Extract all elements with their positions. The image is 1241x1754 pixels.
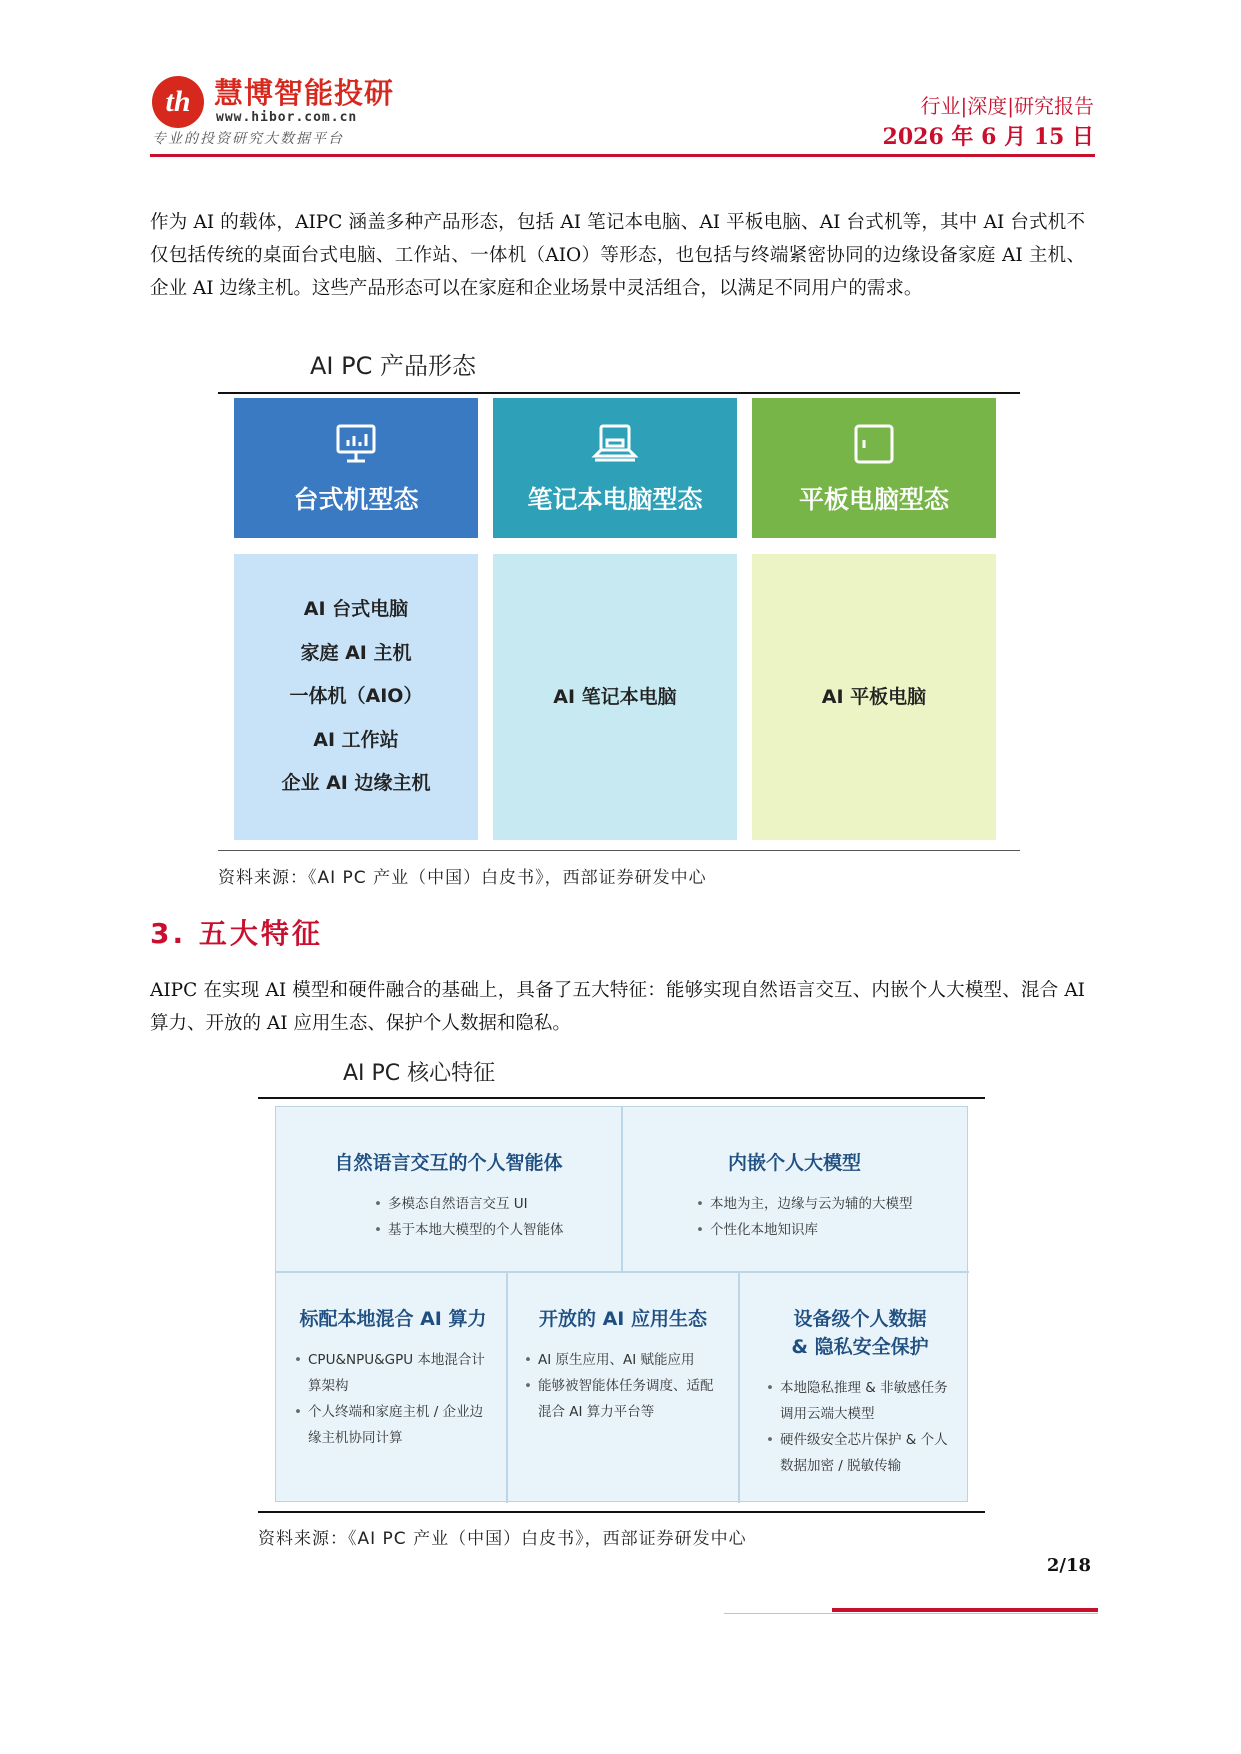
figure1-heading-label: 平板电脑型态 [798, 485, 949, 514]
figure1-source: 资料来源：《AI PC 产业（中国）白皮书》，西部证券研发中心 [218, 868, 707, 888]
feature-cell [762, 1305, 958, 1479]
footer-rule [724, 1613, 1098, 1614]
list-item: AI 工作站 [313, 728, 399, 751]
report-type: 行业|深度|研究报告 [920, 94, 1094, 118]
figure1-heading-label: 台式机型态 [293, 485, 419, 514]
feature-cell [632, 1149, 957, 1243]
figure1-body-laptop [493, 554, 737, 840]
logo-icon: th [152, 76, 204, 128]
figure1-body-desktop [234, 554, 478, 840]
page-number: 2/18 [1046, 1555, 1091, 1576]
list-item: • 基于本地大模型的个人智能体 [370, 1217, 611, 1243]
header-divider [150, 154, 1095, 157]
list-item: • 个人终端和家庭主机 / 企业边缘主机协同计算 [290, 1399, 496, 1451]
figure1-title: AI PC 产品形态 [310, 352, 476, 380]
figure1-body-tablet [752, 554, 996, 840]
report-date: 2026 年 6 月 15 日 [882, 124, 1094, 150]
grid-divider [276, 1271, 969, 1273]
intro-paragraph: 作为 AI 的载体，AIPC 涵盖多种产品形态，包括 AI 笔记本电脑、AI 平板电脑、AI 台式机等，其中 AI 台式机不仅包括传统的桌面台式电脑、工作站、一体机（AIO）等形态，也包括与终端紧密协同的边缘设备家庭 AI 主机、企业 AI 边缘主机。这些产品形态可以在家庭和企业场景中灵活组合，以满足不同用户的需求。 [150, 212, 1085, 299]
logo-url: www.hibor.com.cn [216, 110, 358, 125]
monitor-chart-icon [234, 422, 478, 466]
laptop-icon [493, 422, 737, 466]
feature-title: 标配本地混合 AI 算力 [299, 1308, 487, 1330]
logo-name: 慧博智能投研 [214, 76, 395, 110]
figure1-heading-desktop [234, 398, 478, 538]
list-item: AI 平板电脑 [821, 686, 927, 708]
figure1-heading-tablet [752, 398, 996, 538]
grid-divider [506, 1271, 508, 1503]
figure2-top-rule [258, 1097, 985, 1099]
list-item: • AI 原生应用、AI 赋能应用 [520, 1347, 726, 1373]
features-paragraph: AIPC 在实现 AI 模型和硬件融合的基础上，具备了五大特征：能够实现自然语言交互、内嵌个人大模型、混合 AI 算力、开放的 AI 应用生态、保护个人数据和隐私。 [150, 980, 1085, 1034]
figure1-bottom-rule [218, 850, 1020, 851]
figure2-grid [275, 1106, 968, 1502]
grid-divider [738, 1271, 740, 1503]
feature-title: 内嵌个人大模型 [727, 1152, 861, 1174]
feature-cell [286, 1149, 611, 1243]
figure2-bottom-rule [258, 1511, 985, 1513]
feature-title: 设备级个人数据 & 隐私安全保护 [791, 1308, 929, 1358]
section-heading: 3. 五大特征 [150, 917, 323, 950]
feature-title: 自然语言交互的个人智能体 [334, 1152, 563, 1174]
list-item: • 本地隐私推理 & 非敏感任务调用云端大模型 [762, 1375, 958, 1427]
figure1-top-rule [218, 392, 1020, 394]
list-item: AI 台式电脑 [303, 598, 409, 621]
figure2-title: AI PC 核心特征 [343, 1061, 496, 1086]
list-item: 家庭 AI 主机 [300, 641, 412, 664]
figure2-source: 资料来源：《AI PC 产业（中国）白皮书》，西部证券研发中心 [258, 1529, 747, 1549]
list-item: • CPU&NPU&GPU 本地混合计算架构 [290, 1347, 496, 1399]
list-item: • 多模态自然语言交互 UI [370, 1191, 611, 1217]
feature-title: 开放的 AI 应用生态 [538, 1308, 707, 1330]
feature-cell [520, 1305, 726, 1425]
logo-slogan: 专业的投资研究大数据平台 [152, 131, 344, 147]
figure1-heading-laptop [493, 398, 737, 538]
list-item: 一体机（AIO） [289, 685, 423, 708]
list-item: • 硬件级安全芯片保护 & 个人数据加密 / 脱敏传输 [762, 1427, 958, 1479]
footer-accent [832, 1608, 1098, 1612]
list-item: • 个性化本地知识库 [692, 1217, 957, 1243]
list-item: • 本地为主，边缘与云为辅的大模型 [692, 1191, 957, 1217]
list-item: AI 笔记本电脑 [553, 686, 677, 708]
tablet-icon [752, 422, 996, 466]
feature-cell [290, 1305, 496, 1451]
figure1-heading-label: 笔记本电脑型态 [527, 485, 703, 514]
list-item: 企业 AI 边缘主机 [281, 772, 431, 795]
grid-divider [621, 1107, 623, 1271]
list-item: • 能够被智能体任务调度、适配混合 AI 算力平台等 [520, 1373, 726, 1425]
